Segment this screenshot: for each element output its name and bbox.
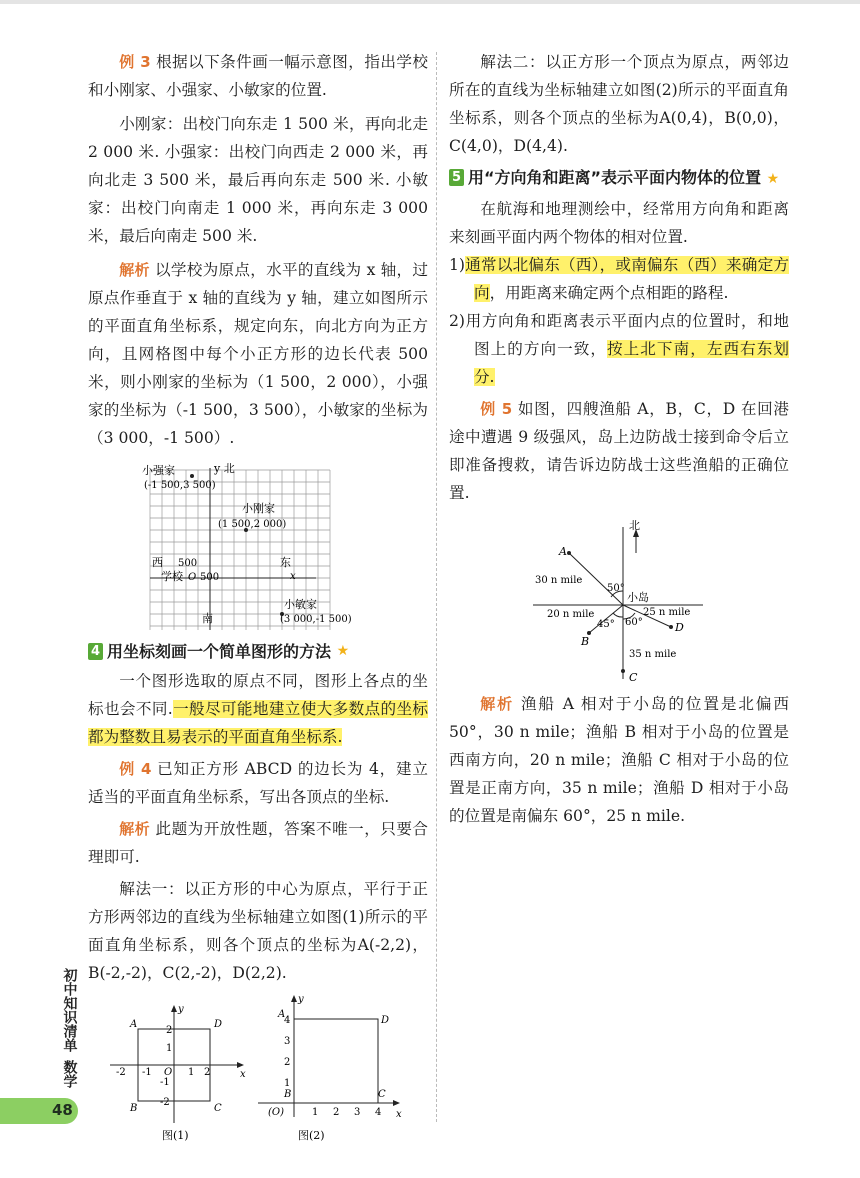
solution-text: 以学校为原点，水平的直线为 x 轴，过原点作垂直于 x 轴的直线为 y 轴，建立如图所示的平面直角坐标系，规定向东，向北方向为正方向，且网格图中每个小正方形的边长代表 500 米，则小刚家的坐标为（1 500，2 000），小强家的坐标为（-1 500，3 500），小敏家的坐标为（3 000，-1 500）.: [88, 261, 428, 447]
section-4-heading: [88, 638, 428, 665]
fig2-vertex-c: C: [378, 1089, 386, 1100]
point-c: [621, 669, 625, 673]
section-4-number: 4: [88, 643, 103, 660]
fig1-vertex-b: B: [130, 1103, 138, 1114]
example-4-text: 已知正方形 ABCD 的边长为 4，建立适当的平面直角坐标系，写出各顶点的坐标.: [88, 760, 428, 806]
west-label: 西: [152, 556, 163, 569]
fig2-vertex-a: A: [278, 1009, 286, 1020]
svg-text:3: 3: [284, 1036, 291, 1047]
boat-a-label: A: [559, 545, 567, 558]
method-1-text: 解法一：以正方形的中心为原点，平行于正方形两邻边的直线为坐标轴建立如图(1)所示的平面直角坐标系，则各个顶点的坐标为A(-2,2)，B(-2,-2)，C(2,-2)，D(2,2).: [88, 880, 428, 982]
section-5-heading: [449, 164, 789, 193]
xiaoqiang-name: 小强家: [142, 464, 175, 477]
xiaomin-name: 小敏家: [284, 598, 317, 611]
boat-d-label: D: [675, 621, 684, 634]
svg-text:4: 4: [375, 1107, 382, 1118]
svg-text:y: y: [178, 1004, 184, 1015]
example-3-solution: [88, 256, 428, 452]
solution-text: 此题为开放性题，答案不唯一，只要合理即可.: [88, 820, 428, 866]
star-icon: ★: [336, 643, 350, 659]
school-label: 学校: [161, 570, 183, 583]
svg-text:y: y: [298, 994, 304, 1005]
example-5-solution: [449, 690, 789, 830]
list-item-2-highlight: 按上北下南，左西右东划分.: [473, 340, 789, 386]
book-side-title: [60, 968, 78, 1088]
svg-text:x: x: [396, 1109, 402, 1120]
example-5: [449, 395, 789, 507]
island-label: 小岛: [627, 591, 649, 604]
example-3-text: 根据以下条件画一幅示意图，指出学校和小刚家、小强家、小敏家的位置.: [88, 53, 428, 99]
compass-figure: [533, 519, 753, 684]
figure-1-caption: 图(1): [162, 1129, 189, 1142]
grid-map-figure: [130, 462, 410, 634]
fig2-square: [294, 1019, 378, 1103]
xiaoqiang-coord: (-1 500,3 500): [144, 480, 216, 491]
svg-text:1: 1: [188, 1067, 195, 1078]
x-axis-label: x: [290, 571, 296, 582]
example-4-solution: [88, 815, 428, 871]
list-item: 2)用方向角和距离表示平面内点的位置时，和地图上的方向一致，按上北下南，左西右东划分.: [449, 312, 789, 386]
figure-1: [102, 995, 252, 1145]
example-4-label: 例 4: [119, 760, 152, 778]
east-label: 东: [280, 556, 291, 569]
top-edge: [0, 0, 860, 4]
fig1-vertex-d: D: [214, 1019, 223, 1030]
angle-60: 60°: [625, 617, 643, 628]
example-3: [88, 48, 428, 104]
north-label: y 北: [214, 462, 235, 475]
section-4-body: [88, 667, 428, 751]
list-item-1-highlight: 通常以北偏东（西），或南偏东（西）来确定方向: [465, 256, 789, 302]
distance-d: 25 n mile: [643, 607, 691, 618]
example-5-label: 例 5: [480, 400, 513, 418]
svg-text:2: 2: [333, 1107, 340, 1118]
left-column: [88, 48, 428, 1145]
list-item: 1)通常以北偏东（西），或南偏东（西）来确定方向，用距离来确定两个点相距的路程.: [449, 256, 789, 302]
figure-2: [248, 985, 408, 1142]
figure-2-caption: 图(2): [298, 1129, 325, 1142]
section-4-text: 一个图形选取的原点不同，图形上各点的坐标也会不同.: [88, 672, 428, 718]
distance-a: 30 n mile: [535, 575, 583, 586]
svg-text:4: 4: [284, 1015, 291, 1026]
section-4-title: 用坐标刻画一个简单图形的方法: [107, 642, 332, 661]
boat-c-label: C: [629, 671, 638, 684]
example-3-label: 例 3: [119, 53, 151, 71]
page-number: 48: [52, 1101, 73, 1119]
south-label: 南: [202, 612, 213, 625]
distance-c: 35 n mile: [629, 649, 677, 660]
xiaomin-coord: (3 000,-1 500): [280, 614, 352, 625]
svg-text:1: 1: [312, 1107, 319, 1118]
origin-label: O: [188, 572, 197, 583]
svg-text:2: 2: [284, 1057, 291, 1068]
tick-500-a: 500: [178, 558, 198, 569]
solution-label: 解析: [119, 820, 151, 838]
solution-label: 解析: [480, 695, 515, 713]
svg-text:-2: -2: [116, 1067, 126, 1078]
svg-text:O: O: [164, 1067, 173, 1078]
book-title: 初中知识清单: [61, 968, 78, 1052]
section-5-intro: 在航海和地理测绘中，经常用方向角和距离来刻画平面内两个物体的相对位置.: [449, 200, 789, 246]
xiaoqiang-point: [190, 474, 194, 478]
column-divider: [436, 52, 437, 1122]
angle-50: 50°: [607, 583, 625, 594]
xiaogang-coord: (1 500,2 000): [218, 519, 287, 530]
example-5-text: 如图，四艘渔船 A，B，C，D 在回港途中遭遇 9 级强风，岛上边防战士接到命令后立即准备搜救，请告诉边防战士这些渔船的正确位置.: [449, 400, 789, 502]
north-label: 北: [629, 519, 640, 532]
svg-text:2: 2: [204, 1067, 211, 1078]
section-5-title: 用“方向角和距离”表示平面内物体的位置: [468, 168, 762, 187]
fig1-vertex-a: A: [130, 1019, 138, 1030]
svg-text:x: x: [240, 1069, 246, 1080]
fig2-vertex-d: D: [381, 1015, 390, 1026]
boat-b-label: B: [581, 635, 590, 648]
distance-b: 20 n mile: [547, 609, 595, 620]
svg-text:(O): (O): [268, 1107, 285, 1118]
svg-text:1: 1: [284, 1078, 291, 1089]
svg-text:-1: -1: [142, 1067, 152, 1078]
svg-text:2: 2: [166, 1025, 173, 1036]
solution-label: 解析: [119, 261, 150, 279]
right-column: [449, 48, 789, 830]
svg-text:-1: -1: [160, 1077, 170, 1088]
section-4-highlight: 一般尽可能地建立使大多数点的坐标都为整数且易表示的平面直角坐标系.: [88, 700, 428, 746]
section-5-list: [449, 251, 789, 391]
star-icon: ★: [766, 171, 780, 187]
tick-500-b: 500: [200, 572, 220, 583]
fig2-vertex-b: B: [284, 1089, 292, 1100]
svg-text:3: 3: [354, 1107, 361, 1118]
solution-text: 渔船 A 相对于小岛的位置是北偏西 50°，30 n mile；渔船 B 相对于小岛的位置是西南方向，20 n mile；渔船 C 相对于小岛的位置是正南方向，35 n mile；渔船 D 相对于小岛的位置是南偏东 60°，25 n mile.: [449, 695, 789, 825]
example-4: [88, 755, 428, 811]
fig1-vertex-c: C: [214, 1103, 222, 1114]
svg-text:-2: -2: [160, 1097, 170, 1108]
section-5-number: 5: [449, 169, 464, 186]
square-figures: [88, 995, 428, 1145]
angle-45: 45°: [597, 619, 615, 630]
svg-text:1: 1: [166, 1043, 173, 1054]
subject-label: 数学: [61, 1060, 78, 1088]
example-3-conditions: 小刚家：出校门向东走 1 500 米，再向北走 2 000 米. 小强家：出校门向西走 2 000 米，再向北走 3 500 米，最后再向东走 500 米. 小敏家：出校门向南走 1 000 米，再向东走 3 000 米，最后向南走 500 米.: [88, 115, 428, 245]
xiaogang-name: 小刚家: [242, 502, 275, 515]
method-2-text: 解法二：以正方形一个顶点为原点，两邻边所在的直线为坐标轴建立如图(2)所示的平面直角坐标系，则各个顶点的坐标为A(0,4)，B(0,0)，C(4,0)，D(4,4).: [449, 53, 789, 155]
